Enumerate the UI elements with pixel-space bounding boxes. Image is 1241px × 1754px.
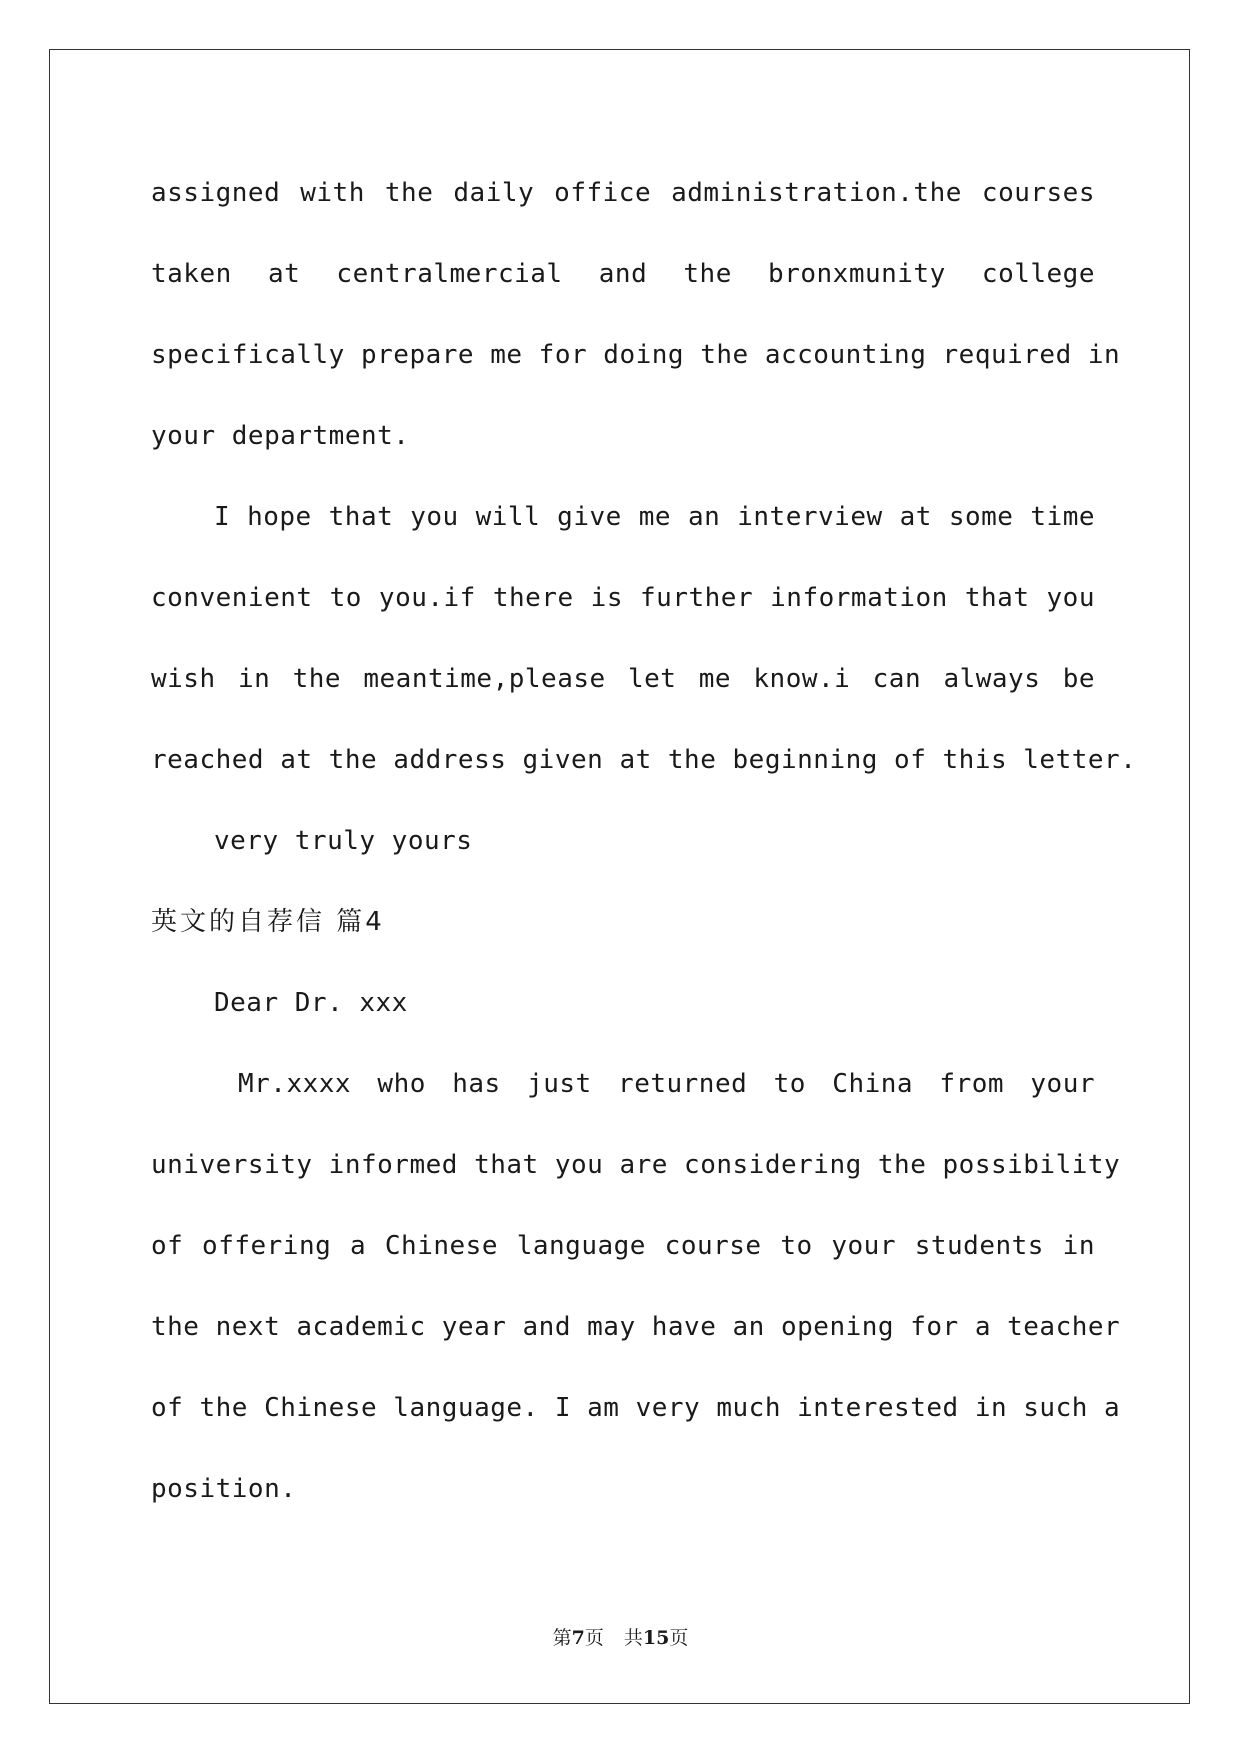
total-suffix: 页 bbox=[669, 1627, 689, 1649]
body-line-12: Mr.xxxx who has just returned to China from your bbox=[238, 1069, 1095, 1099]
body-line-5: I hope that you will give me an interview at some time bbox=[214, 502, 1095, 532]
page-number: 7 bbox=[571, 1627, 585, 1649]
body-line-8: reached at the address given at the beginning of this letter. bbox=[151, 745, 1137, 775]
page-border bbox=[49, 49, 1190, 1704]
body-line-14: of offering a Chinese language course to your students in bbox=[151, 1231, 1095, 1261]
section-heading: 英文的自荐信 篇4 bbox=[151, 907, 385, 937]
page-footer bbox=[0, 1626, 1241, 1650]
body-line-13: university informed that you are considering the possibility bbox=[151, 1150, 1121, 1180]
total-pages: 15 bbox=[642, 1627, 670, 1649]
body-line-7: wish in the meantime,please let me know.i can always be bbox=[151, 664, 1095, 694]
body-line-15: the next academic year and may have an opening for a teacher bbox=[151, 1312, 1121, 1342]
body-line-17: position. bbox=[151, 1474, 297, 1504]
page-suffix: 页 bbox=[584, 1627, 604, 1649]
salutation: Dear Dr. xxx bbox=[214, 988, 408, 1018]
body-line-2: taken at centralmercial and the bronxmunity college bbox=[151, 259, 1095, 289]
body-line-4: your department. bbox=[151, 421, 410, 451]
page-prefix: 第 bbox=[552, 1627, 572, 1649]
closing-line: very truly yours bbox=[214, 826, 473, 856]
body-line-1: assigned with the daily office administration.the courses bbox=[151, 178, 1095, 208]
total-prefix: 共 bbox=[623, 1627, 643, 1649]
body-line-6: convenient to you.if there is further information that you bbox=[151, 583, 1095, 613]
body-line-3: specifically prepare me for doing the accounting required in bbox=[151, 340, 1121, 370]
body-line-16: of the Chinese language. I am very much interested in such a bbox=[151, 1393, 1121, 1423]
